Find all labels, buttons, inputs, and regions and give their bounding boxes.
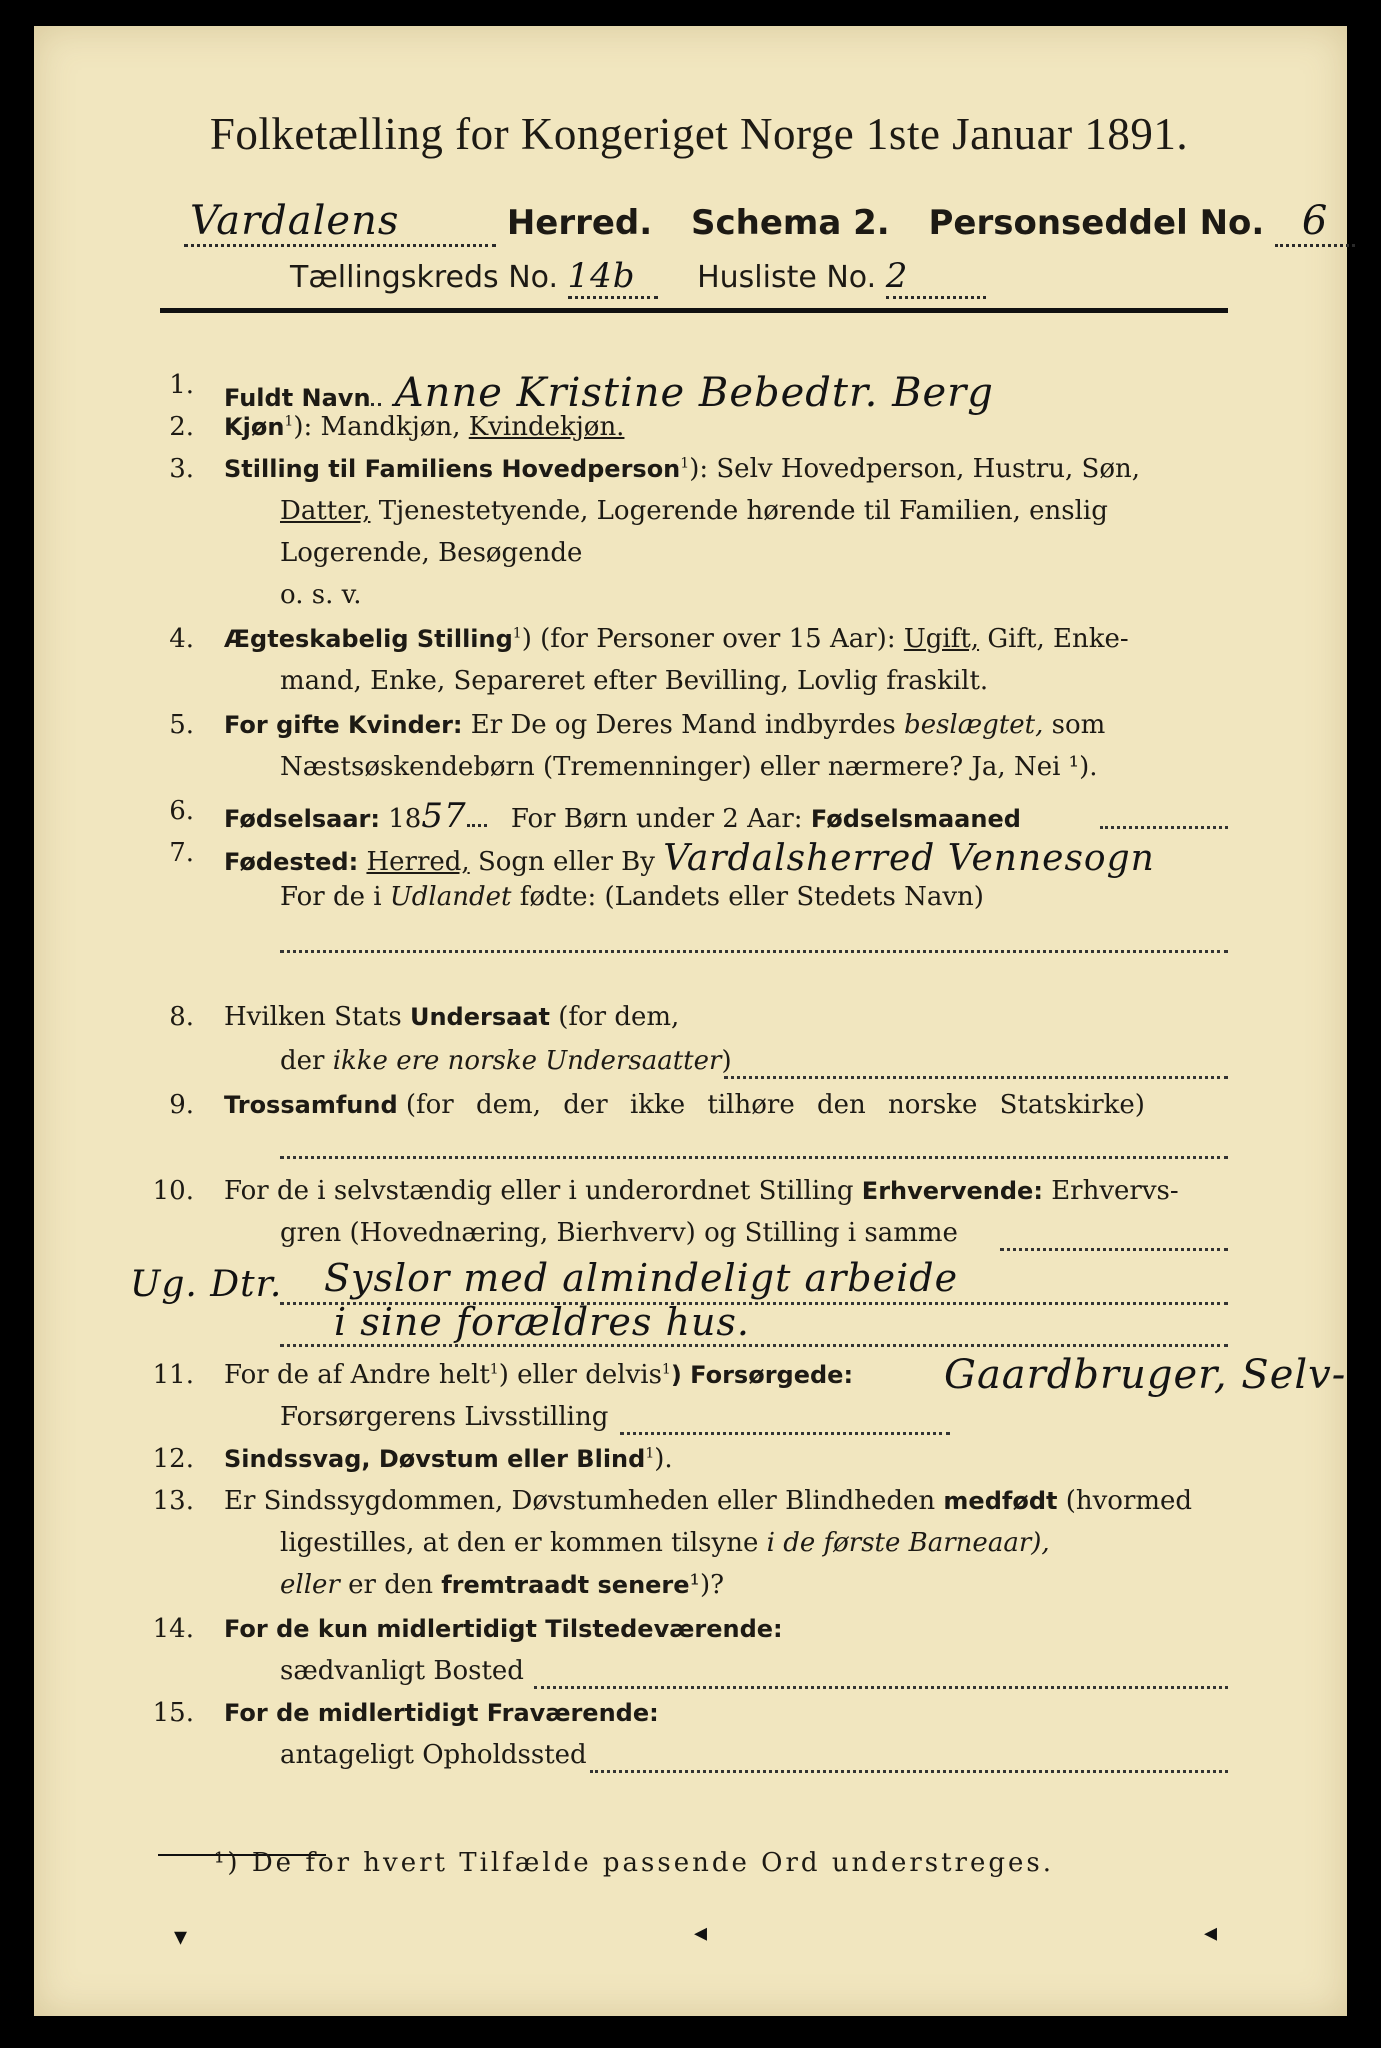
item-3-line-2 [280, 496, 1228, 526]
supporter-blank [620, 1432, 950, 1435]
congenital-early-childhood: i de første Barneaar), [766, 1528, 1050, 1558]
disability-label: Sindssvag, Døvstum eller Blind [224, 1445, 646, 1473]
header-line-2 [184, 198, 1355, 247]
item-7-number: 7. [169, 838, 194, 868]
corner-mark-right: ◂ [1204, 1918, 1218, 1948]
supported-prefix: For de af Andre helt [224, 1360, 490, 1390]
occupation-blank-3 [280, 1344, 1228, 1347]
congenital-eller: eller [280, 1570, 340, 1600]
usual-residence-label: sædvanligt Bosted [280, 1656, 524, 1686]
item-9 [224, 1090, 1145, 1120]
religion-label: Trossamfund [224, 1091, 398, 1119]
husliste-label: Husliste No. [697, 260, 877, 295]
family-position-options-3: Logerende, Besøgende [280, 538, 583, 568]
option-herred-underlined: Herred, [366, 847, 470, 877]
birth-year-label: Fødselsaar: [224, 805, 380, 833]
probable-residence-blank [590, 1770, 1228, 1773]
herred-label: Herred. [506, 203, 653, 243]
marital-status-label: Ægteskabelig Stilling [224, 625, 513, 653]
item-4-number: 4. [169, 624, 194, 654]
item-5-number: 5. [169, 710, 194, 740]
item-8-number: 8. [169, 1002, 194, 1032]
religion-qualifier: (for dem, der ikke tilhøre den norske Statskirke) [405, 1090, 1145, 1120]
congenital-later-label: fremtraadt senere [441, 1571, 690, 1599]
married-women-question-2: Næstsøskendebørn (Tremenninger) eller nærmere? Ja, Nei ¹). [280, 752, 1098, 782]
item-1-number: 1. [169, 370, 194, 400]
occupation-blank-1 [1000, 1248, 1228, 1251]
birthplace-options: Sogn eller By [477, 847, 655, 877]
item-12-number: 12. [152, 1444, 194, 1474]
marital-status-options-2: mand, Enke, Separeret efter Bevilling, Lovlig fraskilt. [280, 666, 989, 696]
occupation-handwritten-2: i sine forældres hus. [334, 1300, 750, 1344]
full-name-handwritten: Anne Kristine Bebedtr. Berg [394, 370, 994, 416]
temporary-absent-label: For de midlertidigt Fraværende: [224, 1699, 659, 1727]
family-position-options-4: o. s. v. [280, 580, 362, 610]
municipality-handwritten: Vardalens [190, 198, 400, 244]
occupation-handwritten-1: Syslor med almindeligt arbeide [324, 1256, 959, 1300]
usual-residence-blank [534, 1686, 1228, 1689]
corner-mark-left: ▾ [174, 1922, 188, 1952]
option-datter-underlined: Datter, [280, 496, 371, 526]
item-13 [224, 1486, 1192, 1516]
married-women-label: For gifte Kvinder: [224, 711, 463, 739]
family-position-options-1: ): Selv Hovedperson, Hustru, Søn, [689, 454, 1141, 484]
personseddel-number: 6 [1301, 198, 1329, 244]
item-11: For de af Andre helt$^1$) eller delvis$^1$) Forsørgede: [224, 1360, 854, 1390]
birthplace-label: Fødested: [224, 848, 359, 876]
occupation-prefix: For de i selvstændig eller i underordnet Stilling [224, 1176, 854, 1206]
supported-partial: ) eller delvis [498, 1360, 662, 1390]
item-12: Sindssvag, Døvstum eller Blind$^1$). [224, 1444, 673, 1474]
census-form-sheet [34, 26, 1347, 2016]
item-1 [224, 370, 994, 416]
item-4: Ægteskabelig Stilling$^1$) (for Personer over 15 Aar): Ugift, Gift, Enke- [224, 624, 1129, 654]
congenital-question: Er Sindssygdommen, Døvstumheden eller Blindheden [224, 1486, 936, 1516]
supporter-occupation-label: Forsørgerens Livsstilling [280, 1402, 609, 1432]
sex-option-male: ): Mandkjøn, [293, 412, 461, 442]
occupation-line-2: gren (Hovednæring, Bierhverv) og Stilling i samme [280, 1218, 958, 1248]
sex-option-female-underlined: Kvindekjøn. [468, 412, 625, 442]
birth-month-qualifier: For Børn under 2 Aar: [510, 804, 803, 834]
header-line-3 [290, 256, 986, 299]
form-title: Folketælling for Kongeriget Norge 1ste Januar 1891. [209, 109, 1189, 159]
item-3-number: 3. [169, 454, 194, 484]
probable-residence-label: antageligt Opholdssted [280, 1740, 587, 1770]
full-name-label: Fuldt Navn [224, 384, 371, 412]
kreds-label: Tællingskreds No. [290, 260, 558, 295]
birth-month-label: Fødselsmaaned [810, 805, 1021, 833]
nationality-der: der [280, 1046, 325, 1076]
item-13-line-3 [280, 1570, 724, 1600]
marital-status-options-1: Gift, Enke- [987, 624, 1129, 654]
item-2: Kjøn$^1$): Mandkjøn, Kvindekjøn. [224, 412, 625, 442]
abroad-word: Udlandet [389, 882, 512, 912]
personseddel-label: Personseddel No. [928, 203, 1265, 243]
nationality-non-norwegian: ikke ere norske Undersaatter [332, 1046, 722, 1076]
item-10-number: 10. [152, 1176, 194, 1206]
religion-blank [280, 1156, 1228, 1159]
sex-label: Kjøn [224, 413, 285, 441]
congenital-er-den: er den [348, 1570, 433, 1600]
congenital-label: medfødt [943, 1487, 1058, 1515]
supporter-handwritten: Gaardbruger, Selv- [944, 1352, 1347, 1398]
item-2-number: 2. [169, 412, 194, 442]
occupation-label: Erhvervende: [861, 1177, 1043, 1205]
disability-suffix: ). [654, 1444, 673, 1474]
married-women-som: som [1051, 710, 1106, 740]
nationality-label: Undersaat [409, 1003, 550, 1031]
husliste-number: 2 [885, 256, 909, 296]
congenital-suffix: (hvormed [1065, 1486, 1193, 1516]
abroad-prefix: For de i [280, 882, 382, 912]
congenital-footnote-mark: ¹)? [689, 1570, 725, 1600]
item-8 [224, 1002, 679, 1032]
married-women-question: Er De og Deres Mand indbyrdes [470, 710, 896, 740]
item-3: Stilling til Familiens Hovedperson$^1$): Selv Hovedperson, Hustru, Søn, [224, 454, 1141, 484]
nationality-blank [724, 1076, 1228, 1079]
occupation-margin-handwritten: Ug. Dtr. [130, 1264, 283, 1305]
occupation-suffix: Erhvervs- [1051, 1176, 1179, 1206]
nationality-prefix: Hvilken Stats [224, 1002, 402, 1032]
footnote: ¹) De for hvert Tilfælde passende Ord understreges. [214, 1848, 1055, 1878]
birth-month-blank [1100, 826, 1228, 829]
schema-label: Schema 2. [691, 203, 890, 243]
congenital-line-2: ligestilles, at den er kommen tilsyne [280, 1528, 759, 1558]
marital-status-qualifier: ) (for Personer over 15 Aar): [521, 624, 896, 654]
family-position-label: Stilling til Familiens Hovedperson [224, 455, 681, 483]
item-6-number: 6. [169, 796, 194, 826]
item-6 [224, 796, 1021, 836]
birth-year-handwritten: 57 [421, 796, 467, 836]
abroad-blank [280, 950, 1228, 953]
item-15 [224, 1698, 659, 1728]
item-15-number: 15. [152, 1698, 194, 1728]
item-13-number: 13. [152, 1486, 194, 1516]
item-14 [224, 1614, 783, 1644]
item-7 [224, 838, 1155, 879]
item-5 [224, 710, 1105, 740]
birthplace-handwritten: Vardalsherred Vennesogn [663, 838, 1155, 879]
supported-label: ) Forsørgede: [670, 1361, 854, 1389]
family-position-options-2: Tjenestetyende, Logerende hørende til Familien, enslig [378, 496, 1108, 526]
option-ugift-underlined: Ugift, [903, 624, 980, 654]
item-13-line-2 [280, 1528, 1050, 1558]
birth-year-prefix: 18 [388, 804, 422, 834]
corner-mark-center: ◂ [694, 1918, 708, 1948]
item-9-number: 9. [169, 1090, 194, 1120]
item-11-number: 11. [152, 1360, 194, 1390]
married-women-related: beslægtet, [904, 710, 1044, 740]
header-rule [160, 308, 1228, 313]
temporary-present-label: For de kun midlertidigt Tilstedeværende: [224, 1615, 783, 1643]
item-14-number: 14. [152, 1614, 194, 1644]
item-8-line-2: der ikke ere norske Undersaatter) [280, 1046, 732, 1076]
kreds-number: 14b [567, 256, 636, 296]
item-7-line-2 [280, 882, 984, 912]
nationality-qualifier: (for dem, [558, 1002, 680, 1032]
abroad-qualifier: fødte: (Landets eller Stedets Navn) [519, 882, 984, 912]
item-10 [224, 1176, 1179, 1206]
